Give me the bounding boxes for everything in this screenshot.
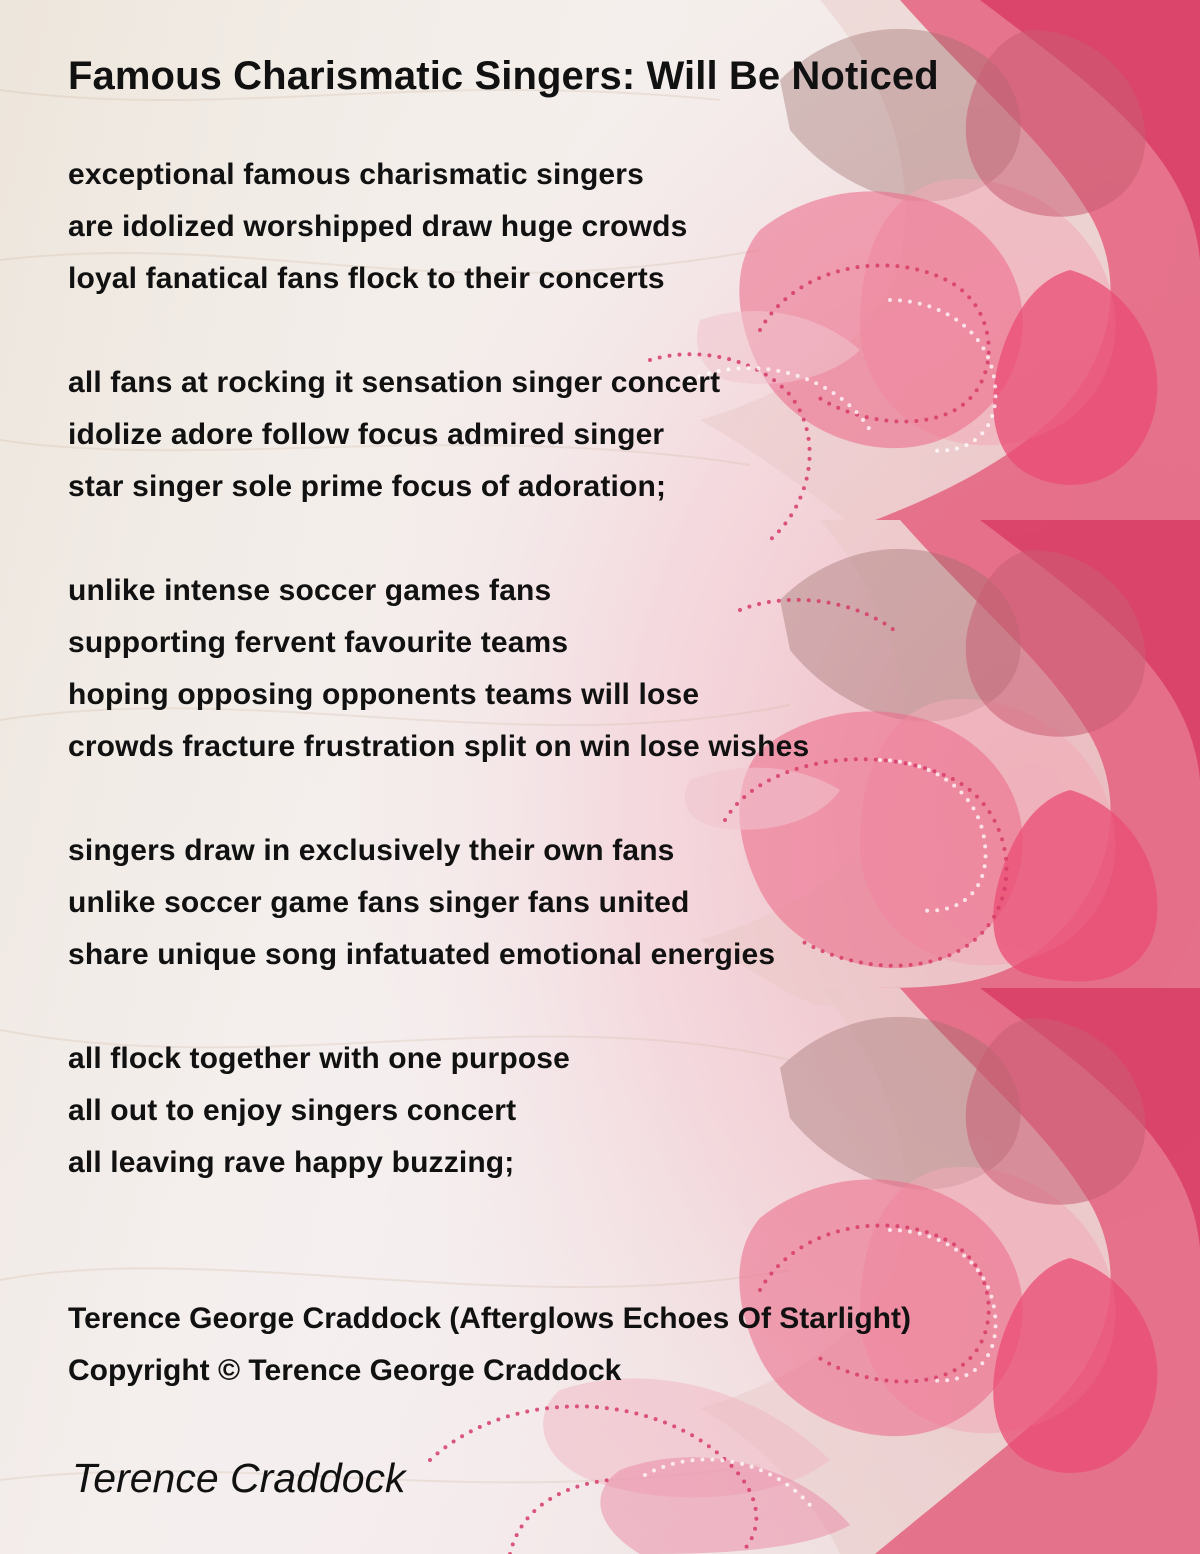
poem-line: singers draw in exclusively their own fans bbox=[68, 834, 675, 867]
poem-line: crowds fracture frustration split on win lose wishes bbox=[68, 730, 810, 763]
poem-line: share unique song infatuated emotional energies bbox=[68, 938, 776, 971]
poem-credit bbox=[68, 1293, 911, 1397]
poem-title: Famous Charismatic Singers: Will Be Noticed bbox=[68, 54, 939, 98]
author-signature: Terence Craddock bbox=[72, 1455, 406, 1501]
poem-stanza bbox=[68, 825, 1128, 981]
poem-line: unlike intense soccer games fans bbox=[68, 574, 552, 607]
poem-line: all out to enjoy singers concert bbox=[68, 1094, 517, 1127]
poem-stanza bbox=[68, 357, 1128, 513]
poem-line: all flock together with one purpose bbox=[68, 1042, 570, 1075]
poem-line: all leaving rave happy buzzing; bbox=[68, 1146, 515, 1179]
poem-line: supporting fervent favourite teams bbox=[68, 626, 569, 659]
poem-body bbox=[68, 149, 1128, 1241]
poem-line: idolize adore follow focus admired singer bbox=[68, 418, 665, 451]
poem-line: loyal fanatical fans flock to their concerts bbox=[68, 262, 665, 295]
poem-stanza bbox=[68, 565, 1128, 773]
poem-line: are idolized worshipped draw huge crowds bbox=[68, 210, 688, 243]
poem-line: all fans at rocking it sensation singer concert bbox=[68, 366, 721, 399]
poem-stanza bbox=[68, 1033, 1128, 1189]
author-credit: Terence George Craddock (Afterglows Echoes Of Starlight) bbox=[68, 1302, 911, 1335]
poem-line: star singer sole prime focus of adoration; bbox=[68, 470, 667, 503]
poem-line: unlike soccer game fans singer fans united bbox=[68, 886, 690, 919]
poem-line: hoping opposing opponents teams will lose bbox=[68, 678, 700, 711]
copyright-notice: Copyright © Terence George Craddock bbox=[68, 1354, 622, 1387]
poem-stanza bbox=[68, 149, 1128, 305]
poem-line: exceptional famous charismatic singers bbox=[68, 158, 644, 191]
